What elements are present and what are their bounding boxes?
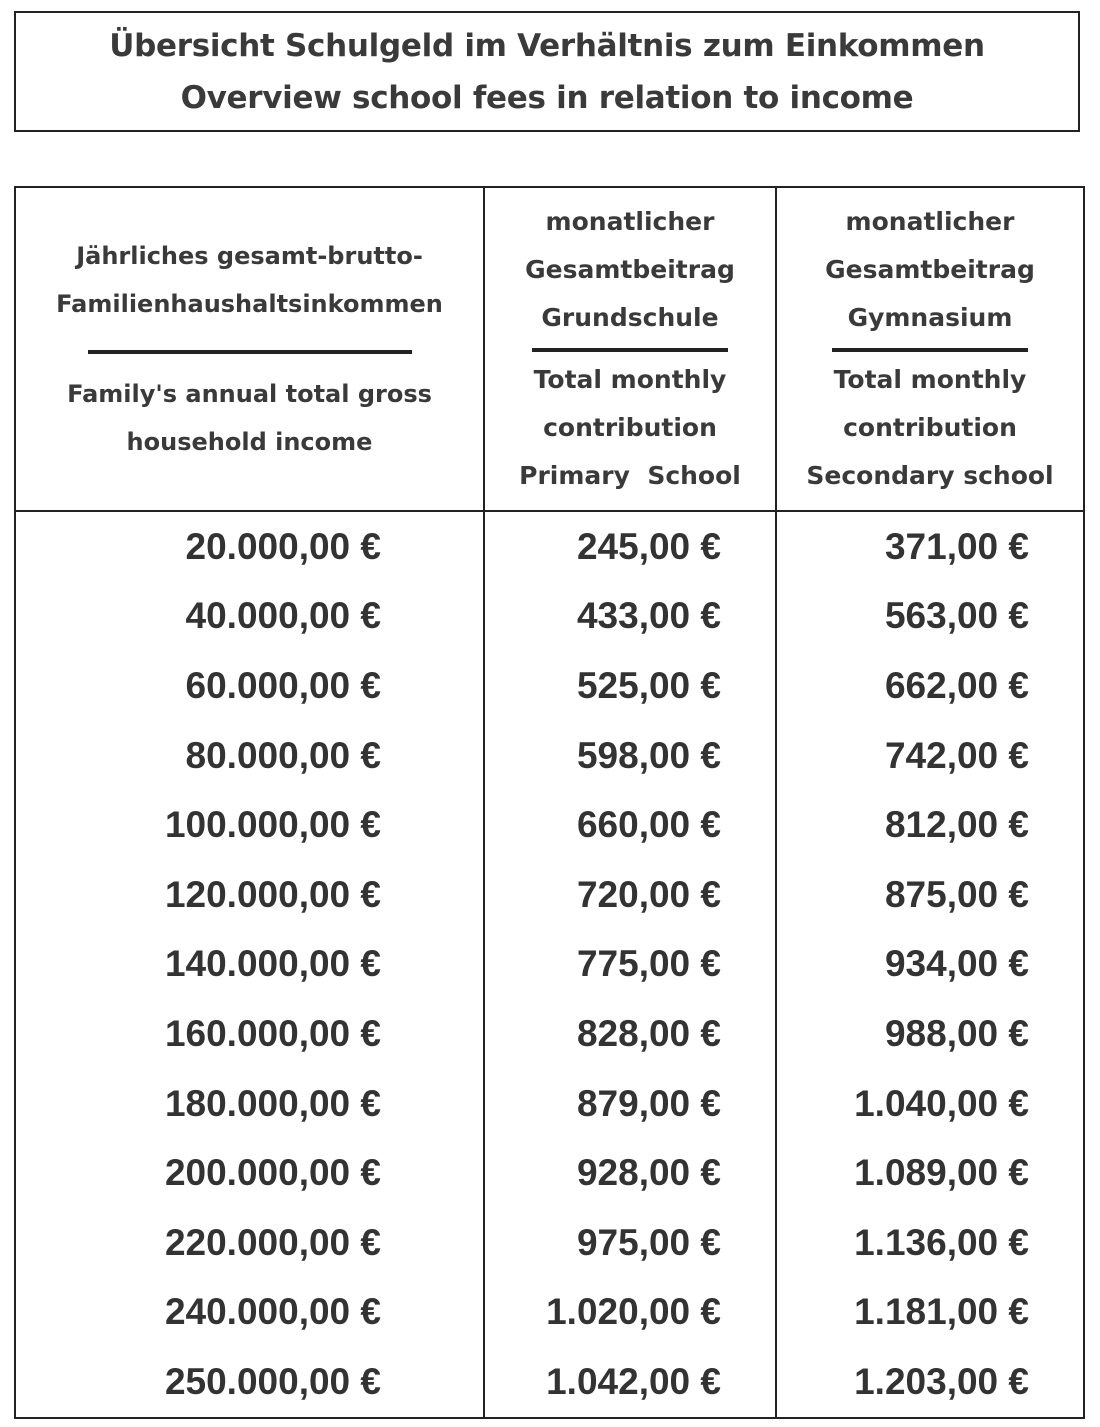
primary-fee-cell: 598,00 € bbox=[484, 721, 776, 791]
secondary-fee-cell: 1.203,00 € bbox=[776, 1347, 1084, 1418]
table-row bbox=[15, 860, 1084, 930]
secondary-fee-cell: 742,00 € bbox=[776, 721, 1084, 791]
title-german: Übersicht Schulgeld im Verhältnis zum Einkommen bbox=[109, 27, 985, 64]
header-text: Secondary school bbox=[806, 461, 1054, 490]
header-divider bbox=[532, 348, 728, 352]
header-text: monatlicher bbox=[545, 207, 715, 236]
header-text: Total monthly bbox=[833, 365, 1027, 394]
table-row bbox=[15, 582, 1084, 652]
secondary-fee-cell: 662,00 € bbox=[776, 651, 1084, 721]
income-cell: 160.000,00 € bbox=[15, 999, 484, 1069]
table-row bbox=[15, 651, 1084, 721]
secondary-fee-cell: 1.181,00 € bbox=[776, 1278, 1084, 1348]
primary-fee-cell: 928,00 € bbox=[484, 1138, 776, 1208]
primary-fee-cell: 525,00 € bbox=[484, 651, 776, 721]
table-row bbox=[15, 1138, 1084, 1208]
header-text: Total monthly bbox=[533, 365, 727, 394]
secondary-fee-cell: 812,00 € bbox=[776, 790, 1084, 860]
header-row bbox=[15, 187, 1084, 511]
title-box bbox=[14, 11, 1080, 132]
header-divider bbox=[88, 350, 412, 354]
table-row bbox=[15, 1208, 1084, 1278]
table-row bbox=[15, 790, 1084, 860]
header-text: Jährliches gesamt-brutto- bbox=[76, 242, 423, 270]
header-income bbox=[15, 187, 484, 511]
secondary-fee-cell: 875,00 € bbox=[776, 860, 1084, 930]
income-cell: 140.000,00 € bbox=[15, 930, 484, 1000]
header-primary-english bbox=[519, 356, 741, 500]
income-cell: 240.000,00 € bbox=[15, 1278, 484, 1348]
primary-fee-cell: 879,00 € bbox=[484, 1069, 776, 1139]
header-primary bbox=[484, 187, 776, 511]
table-row bbox=[15, 1069, 1084, 1139]
income-cell: 40.000,00 € bbox=[15, 582, 484, 652]
table-row bbox=[15, 1278, 1084, 1348]
primary-fee-cell: 245,00 € bbox=[484, 511, 776, 582]
header-text: Familienhaushaltsinkommen bbox=[56, 290, 443, 318]
header-text: monatlicher bbox=[845, 207, 1015, 236]
secondary-fee-cell: 371,00 € bbox=[776, 511, 1084, 582]
primary-fee-cell: 775,00 € bbox=[484, 930, 776, 1000]
header-secondary-german bbox=[825, 198, 1035, 342]
primary-fee-cell: 1.020,00 € bbox=[484, 1278, 776, 1348]
header-income-german bbox=[56, 232, 443, 328]
header-text: Family's annual total gross bbox=[67, 380, 432, 408]
secondary-fee-cell: 988,00 € bbox=[776, 999, 1084, 1069]
income-cell: 200.000,00 € bbox=[15, 1138, 484, 1208]
header-secondary-english bbox=[806, 356, 1053, 500]
primary-fee-cell: 975,00 € bbox=[484, 1208, 776, 1278]
header-text: Gesamtbeitrag bbox=[525, 255, 735, 284]
income-cell: 60.000,00 € bbox=[15, 651, 484, 721]
primary-fee-cell: 720,00 € bbox=[484, 860, 776, 930]
header-primary-german bbox=[525, 198, 735, 342]
income-cell: 100.000,00 € bbox=[15, 790, 484, 860]
income-cell: 250.000,00 € bbox=[15, 1347, 484, 1418]
title-english: Overview school fees in relation to income bbox=[180, 79, 914, 116]
header-text: contribution bbox=[543, 413, 717, 442]
secondary-fee-cell: 1.040,00 € bbox=[776, 1069, 1084, 1139]
secondary-fee-cell: 563,00 € bbox=[776, 582, 1084, 652]
header-text: Gesamtbeitrag bbox=[825, 255, 1035, 284]
header-secondary bbox=[776, 187, 1084, 511]
header-text: Gymnasium bbox=[847, 303, 1013, 332]
secondary-fee-cell: 1.136,00 € bbox=[776, 1208, 1084, 1278]
primary-fee-cell: 660,00 € bbox=[484, 790, 776, 860]
table-row bbox=[15, 999, 1084, 1069]
header-income-english bbox=[67, 370, 432, 466]
table-row bbox=[15, 1347, 1084, 1418]
income-cell: 80.000,00 € bbox=[15, 721, 484, 791]
header-divider bbox=[832, 348, 1028, 352]
header-text: household income bbox=[126, 428, 373, 456]
secondary-fee-cell: 934,00 € bbox=[776, 930, 1084, 1000]
primary-fee-cell: 1.042,00 € bbox=[484, 1347, 776, 1418]
header-text: Grundschule bbox=[541, 303, 719, 332]
income-cell: 20.000,00 € bbox=[15, 511, 484, 582]
income-cell: 220.000,00 € bbox=[15, 1208, 484, 1278]
income-cell: 180.000,00 € bbox=[15, 1069, 484, 1139]
income-cell: 120.000,00 € bbox=[15, 860, 484, 930]
header-text: Primary School bbox=[519, 461, 741, 490]
fees-table bbox=[14, 186, 1085, 1419]
table-row bbox=[15, 930, 1084, 1000]
header-text: contribution bbox=[843, 413, 1017, 442]
secondary-fee-cell: 1.089,00 € bbox=[776, 1138, 1084, 1208]
primary-fee-cell: 828,00 € bbox=[484, 999, 776, 1069]
table-row bbox=[15, 511, 1084, 582]
primary-fee-cell: 433,00 € bbox=[484, 582, 776, 652]
table-row bbox=[15, 721, 1084, 791]
